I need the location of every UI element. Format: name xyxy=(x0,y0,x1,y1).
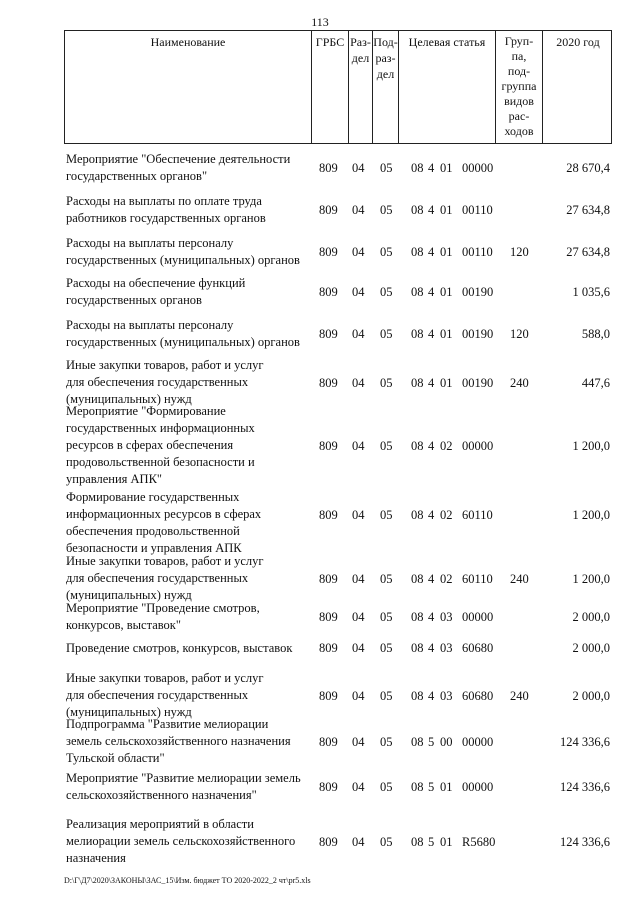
subprogram-code-cell: 4 xyxy=(428,572,435,586)
event-code-cell: 03 xyxy=(440,641,453,655)
razdel-cell: 04 xyxy=(352,835,365,849)
direction-code-cell: 00190 xyxy=(462,285,494,299)
podrazdel-cell: 05 xyxy=(380,245,393,259)
amount-cell: 124 336,6 xyxy=(560,780,610,794)
direction-code-cell: 60110 xyxy=(462,572,493,586)
podrazdel-cell: 05 xyxy=(380,735,393,749)
direction-code-cell: 60680 xyxy=(462,689,494,703)
podrazdel-cell: 05 xyxy=(380,376,393,390)
podrazdel-cell: 05 xyxy=(380,780,393,794)
row-name: Иные закупки товаров, работ и услуг для обеспечения государственных (муниципальных) нужд xyxy=(66,554,264,602)
amount-cell: 2 000,0 xyxy=(572,641,610,655)
amount-cell: 1 200,0 xyxy=(572,572,610,586)
subprogram-code-cell: 5 xyxy=(428,835,435,849)
program-code-cell: 08 xyxy=(411,376,424,390)
podrazdel-cell: 05 xyxy=(380,641,393,655)
event-code-cell: 01 xyxy=(440,376,453,390)
program-code-cell: 08 xyxy=(411,508,424,522)
program-code-cell: 08 xyxy=(411,203,424,217)
event-code-cell: 01 xyxy=(440,245,453,259)
program-code-cell: 08 xyxy=(411,641,424,655)
event-code-cell: 01 xyxy=(440,327,453,341)
row-name: Мероприятие "Проведение смотров, конкурсов, выставок" xyxy=(66,601,260,632)
row-name: Расходы на выплаты персоналу государственных (муниципальных) органов xyxy=(66,236,300,267)
grbs-cell: 809 xyxy=(319,735,338,749)
direction-code-cell: 00000 xyxy=(462,735,494,749)
direction-code-cell: 00110 xyxy=(462,203,493,217)
razdel-cell: 04 xyxy=(352,508,365,522)
row-name: Расходы на обеспечение функций государственных органов xyxy=(66,276,246,307)
podrazdel-cell: 05 xyxy=(380,327,393,341)
expense-group-cell: 120 xyxy=(510,245,529,259)
header-razdel: Раз- дел xyxy=(348,31,372,143)
program-code-cell: 08 xyxy=(411,572,424,586)
direction-code-cell: 00000 xyxy=(462,610,494,624)
program-code-cell: 08 xyxy=(411,327,424,341)
amount-cell: 588,0 xyxy=(581,327,610,341)
podrazdel-cell: 05 xyxy=(380,572,393,586)
razdel-cell: 04 xyxy=(352,245,365,259)
subprogram-code-cell: 5 xyxy=(428,780,435,794)
row-name: Расходы на выплаты по оплате труда работников государственных органов xyxy=(66,194,266,225)
grbs-cell: 809 xyxy=(319,285,338,299)
row-name: Проведение смотров, конкурсов, выставок xyxy=(66,641,293,655)
event-code-cell: 02 xyxy=(440,572,453,586)
program-code-cell: 08 xyxy=(411,780,424,794)
event-code-cell: 01 xyxy=(440,285,453,299)
row-name: Мероприятие "Обеспечение деятельности государственных органов" xyxy=(66,152,291,183)
row-name: Расходы на выплаты персоналу государственных (муниципальных) органов xyxy=(66,318,300,349)
subprogram-code-cell: 4 xyxy=(428,376,435,390)
subprogram-code-cell: 4 xyxy=(428,245,435,259)
amount-cell: 2 000,0 xyxy=(572,689,610,703)
direction-code-cell: 00190 xyxy=(462,376,494,390)
direction-code-cell: 00110 xyxy=(462,245,493,259)
amount-cell: 27 634,8 xyxy=(566,245,610,259)
event-code-cell: 01 xyxy=(440,780,453,794)
podrazdel-cell: 05 xyxy=(380,508,393,522)
event-code-cell: 03 xyxy=(440,689,453,703)
subprogram-code-cell: 4 xyxy=(428,610,435,624)
expense-group-cell: 240 xyxy=(510,689,529,703)
expense-group-cell: 240 xyxy=(510,572,529,586)
direction-code-cell: 00000 xyxy=(462,780,494,794)
row-name: Мероприятие "Формирование государственных информационных ресурсов в сферах обеспечения продовольственной безопасности и управления АПК" xyxy=(66,404,255,486)
grbs-cell: 809 xyxy=(319,376,338,390)
razdel-cell: 04 xyxy=(352,572,365,586)
header-name: Наименование xyxy=(150,35,226,49)
razdel-cell: 04 xyxy=(352,641,365,655)
subprogram-code-cell: 4 xyxy=(428,689,435,703)
subprogram-code-cell: 4 xyxy=(428,327,435,341)
program-code-cell: 08 xyxy=(411,245,424,259)
razdel-cell: 04 xyxy=(352,689,365,703)
podrazdel-cell: 05 xyxy=(380,835,393,849)
row-name: Иные закупки товаров, работ и услуг для обеспечения государственных (муниципальных) нужд xyxy=(66,358,264,406)
program-code-cell: 08 xyxy=(411,735,424,749)
razdel-cell: 04 xyxy=(352,780,365,794)
header-group: Груп- па, под- группа видов рас- ходов xyxy=(495,31,542,143)
razdel-cell: 04 xyxy=(352,161,365,175)
program-code-cell: 08 xyxy=(411,835,424,849)
razdel-cell: 04 xyxy=(352,376,365,390)
event-code-cell: 01 xyxy=(440,203,453,217)
direction-code-cell: R5680 xyxy=(462,835,496,849)
amount-cell: 124 336,6 xyxy=(560,735,610,749)
header-target: Целевая статья xyxy=(398,31,495,143)
subprogram-code-cell: 4 xyxy=(428,285,435,299)
grbs-cell: 809 xyxy=(319,572,338,586)
podrazdel-cell: 05 xyxy=(380,689,393,703)
direction-code-cell: 00000 xyxy=(462,439,494,453)
amount-cell: 28 670,4 xyxy=(566,161,610,175)
table-header xyxy=(64,30,612,144)
podrazdel-cell: 05 xyxy=(380,203,393,217)
program-code-cell: 08 xyxy=(411,610,424,624)
grbs-cell: 809 xyxy=(319,203,338,217)
event-code-cell: 00 xyxy=(440,735,453,749)
direction-code-cell: 60110 xyxy=(462,508,493,522)
razdel-cell: 04 xyxy=(352,735,365,749)
row-name: Мероприятие "Развитие мелиорации земель сельскохозяйственного назначения" xyxy=(66,771,301,802)
row-name: Формирование государственных информационных ресурсов в сферах обеспечения продовольственной безопасности и управления АПК xyxy=(66,490,262,555)
grbs-cell: 809 xyxy=(319,327,338,341)
grbs-cell: 809 xyxy=(319,439,338,453)
razdel-cell: 04 xyxy=(352,610,365,624)
expense-group-cell: 120 xyxy=(510,327,529,341)
subprogram-code-cell: 4 xyxy=(428,439,435,453)
razdel-cell: 04 xyxy=(352,327,365,341)
subprogram-code-cell: 4 xyxy=(428,161,435,175)
file-path: D:\Г\Д7\2020\ЗАКОНЫ\ЗАС_15\Изм. бюджет ТО 2020-2022_2 чт\pr5.xls xyxy=(64,876,311,885)
direction-code-cell: 00000 xyxy=(462,161,494,175)
amount-cell: 124 336,6 xyxy=(560,835,610,849)
header-grbs: ГРБС xyxy=(311,31,348,143)
direction-code-cell: 00190 xyxy=(462,327,494,341)
direction-code-cell: 60680 xyxy=(462,641,494,655)
podrazdel-cell: 05 xyxy=(380,439,393,453)
grbs-cell: 809 xyxy=(319,641,338,655)
program-code-cell: 08 xyxy=(411,689,424,703)
razdel-cell: 04 xyxy=(352,285,365,299)
program-code-cell: 08 xyxy=(411,285,424,299)
event-code-cell: 01 xyxy=(440,835,453,849)
header-podrazdel: Под- раз- дел xyxy=(372,31,398,143)
grbs-cell: 809 xyxy=(319,161,338,175)
event-code-cell: 02 xyxy=(440,439,453,453)
amount-cell: 27 634,8 xyxy=(566,203,610,217)
expense-group-cell: 240 xyxy=(510,376,529,390)
grbs-cell: 809 xyxy=(319,245,338,259)
podrazdel-cell: 05 xyxy=(380,161,393,175)
event-code-cell: 02 xyxy=(440,508,453,522)
program-code-cell: 08 xyxy=(411,439,424,453)
razdel-cell: 04 xyxy=(352,439,365,453)
subprogram-code-cell: 4 xyxy=(428,641,435,655)
row-name: Реализация мероприятий в области мелиорации земель сельскохозяйственного назначения xyxy=(66,817,296,865)
event-code-cell: 03 xyxy=(440,610,453,624)
subprogram-code-cell: 4 xyxy=(428,508,435,522)
amount-cell: 447,6 xyxy=(581,376,610,390)
podrazdel-cell: 05 xyxy=(380,285,393,299)
row-name: Подпрограмма "Развитие мелиорации земель сельскохозяйственного назначения Тульской области" xyxy=(66,717,291,765)
header-year: 2020 год xyxy=(542,31,613,143)
podrazdel-cell: 05 xyxy=(380,610,393,624)
amount-cell: 1 200,0 xyxy=(572,439,610,453)
subprogram-code-cell: 4 xyxy=(428,203,435,217)
page-number: 113 xyxy=(311,15,329,29)
amount-cell: 1 200,0 xyxy=(572,508,610,522)
program-code-cell: 08 xyxy=(411,161,424,175)
grbs-cell: 809 xyxy=(319,610,338,624)
razdel-cell: 04 xyxy=(352,203,365,217)
grbs-cell: 809 xyxy=(319,508,338,522)
grbs-cell: 809 xyxy=(319,835,338,849)
subprogram-code-cell: 5 xyxy=(428,735,435,749)
row-name: Иные закупки товаров, работ и услуг для обеспечения государственных (муниципальных) нужд xyxy=(66,671,264,719)
amount-cell: 2 000,0 xyxy=(572,610,610,624)
amount-cell: 1 035,6 xyxy=(572,285,610,299)
event-code-cell: 01 xyxy=(440,161,453,175)
grbs-cell: 809 xyxy=(319,780,338,794)
grbs-cell: 809 xyxy=(319,689,338,703)
